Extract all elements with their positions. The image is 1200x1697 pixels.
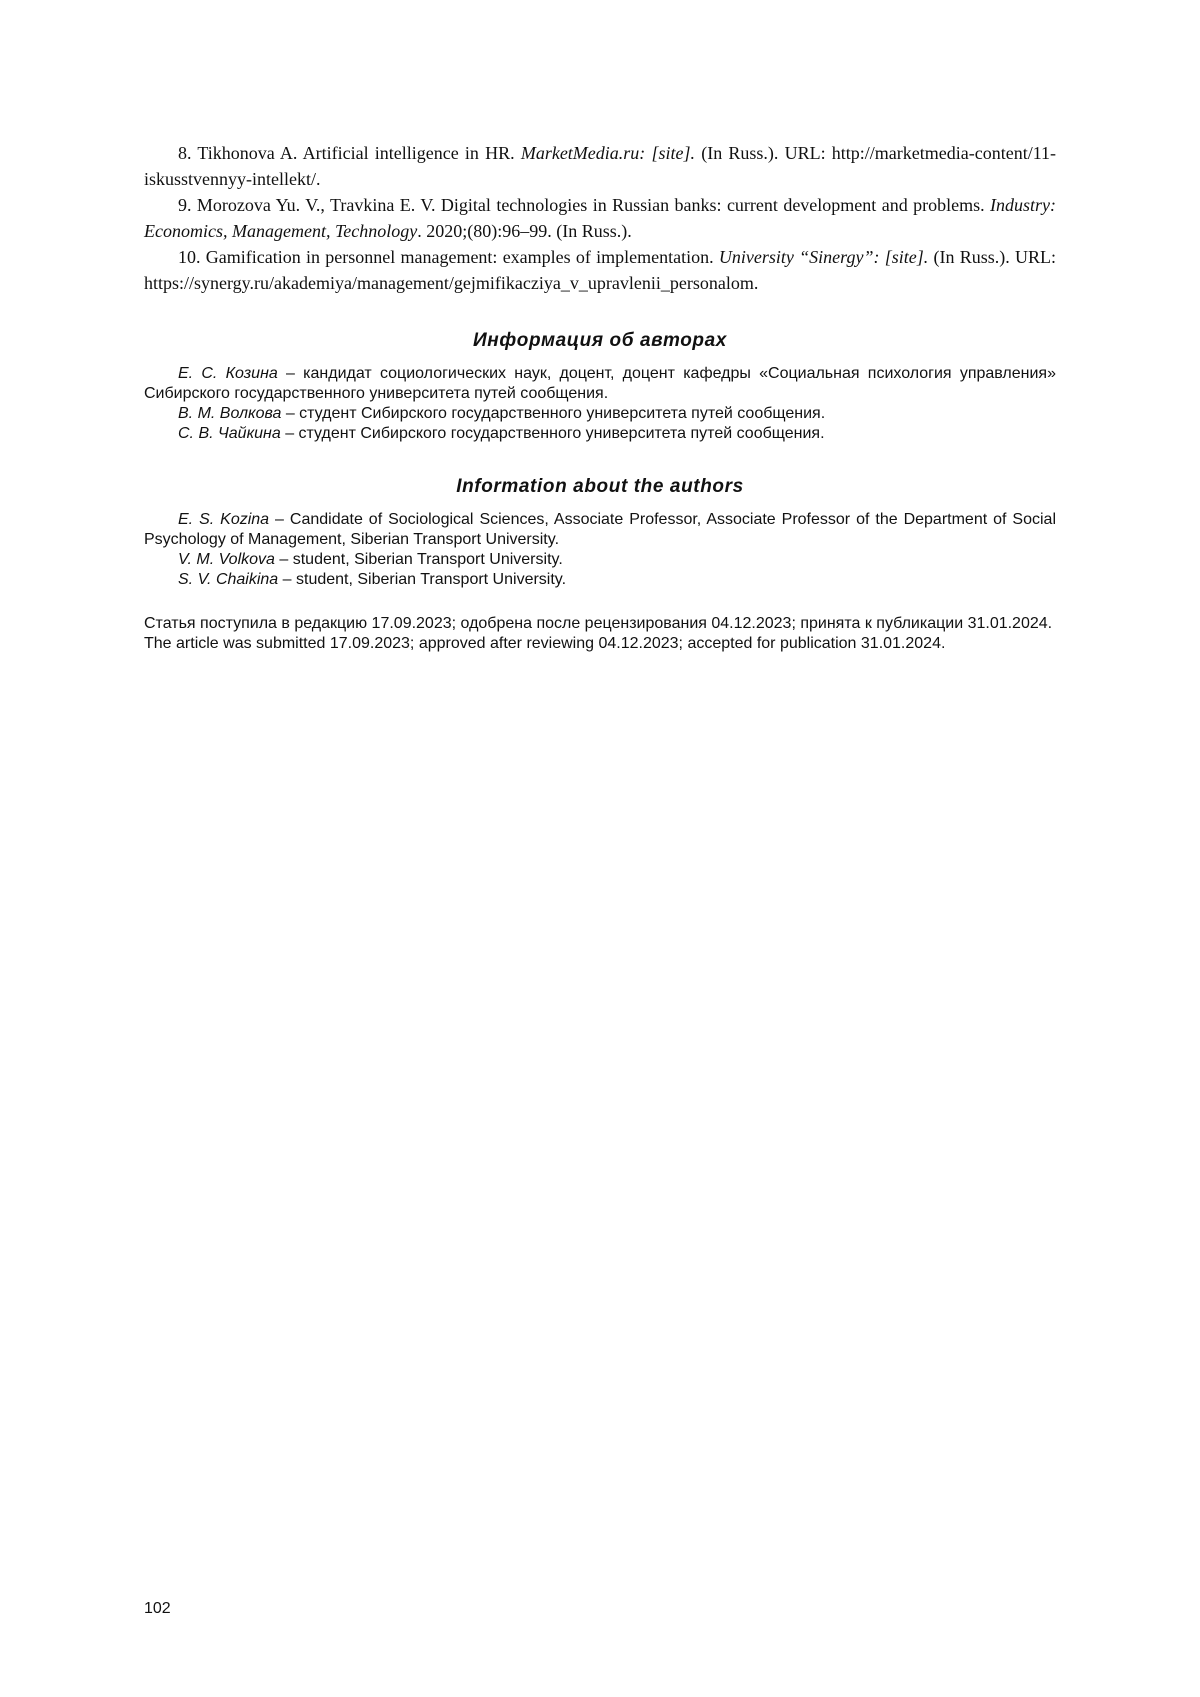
reference-authors: Gamification in personnel management: examples of implementation. (205, 247, 714, 267)
author-name: В. М. Волкова (178, 405, 282, 422)
reference-item (144, 140, 1056, 192)
page-number: 102 (144, 1600, 171, 1617)
author-name: С. В. Чайкина (178, 425, 281, 442)
author-entry (144, 510, 1056, 550)
reference-number: 9. (178, 195, 192, 215)
reference-source: Industry: Economics, Management, Technology (144, 195, 1057, 241)
author-description: – student, Siberian Transport University. (279, 551, 563, 568)
author-entry (144, 404, 1056, 424)
reference-tail: (In Russ.). URL: https://synergy.ru/akademiya/management/gejmifikacziya_v_upravlenii_personalom. (144, 247, 1057, 293)
authors-info-title-ru: Информация об авторах (473, 330, 727, 351)
authors-list-ru (144, 364, 1056, 444)
reference-authors: Morozova Yu. V., Travkina E. V. Digital technologies in Russian banks: current development and problems. (196, 195, 985, 215)
author-entry (144, 550, 1056, 570)
reference-source: MarketMedia.ru: [site]. (520, 143, 695, 163)
author-description: – студент Сибирского государственного университета путей сообщения. (285, 425, 825, 442)
reference-item (144, 244, 1056, 296)
author-description: – студент Сибирского государственного университета путей сообщения. (285, 405, 826, 422)
reference-authors: Tikhonova A. Artificial intelligence in HR. (197, 143, 515, 163)
author-entry (144, 364, 1056, 404)
page-content (144, 140, 1056, 654)
author-name: S. V. Chaikina (178, 571, 279, 588)
author-entry (144, 570, 1056, 590)
article-dates-en: The article was submitted 17.09.2023; approved after reviewing 04.12.2023; accepted for publication 31.01.2024. (144, 635, 946, 652)
author-entry (144, 424, 1056, 444)
author-description: – student, Siberian Transport University. (282, 571, 567, 588)
authors-list-en (144, 510, 1056, 590)
author-name: Е. С. Козина (178, 365, 278, 382)
reference-number: 8. (178, 143, 192, 163)
article-dates (144, 614, 1056, 654)
reference-source: University “Sinergy”: [site]. (718, 247, 929, 267)
reference-list (144, 140, 1056, 296)
authors-info-title-en: Information about the authors (456, 476, 744, 497)
author-description: – Candidate of Sociological Sciences, Associate Professor, Associate Professor of the Department of Social Psychology of Management, Siberian Transport University. (144, 511, 1057, 548)
author-name: V. M. Volkova (178, 551, 275, 568)
reference-tail: . 2020;(80):96–99. (In Russ.). (417, 221, 632, 241)
reference-tail: (In Russ.). URL: http://marketmedia-content/11-iskusstvennyy-intellekt/. (144, 143, 1057, 189)
reference-item (144, 192, 1056, 244)
author-name: E. S. Kozina (178, 511, 270, 528)
author-description: – кандидат социологических наук, доцент, доцент кафедры «Социальная психология управления» Сибирского государственного университета путей сообщения. (144, 365, 1056, 402)
article-dates-ru: Статья поступила в редакцию 17.09.2023; одобрена после рецензирования 04.12.2023; принята к публикации 31.01.2024. (144, 615, 1053, 632)
reference-number: 10. (178, 247, 201, 267)
